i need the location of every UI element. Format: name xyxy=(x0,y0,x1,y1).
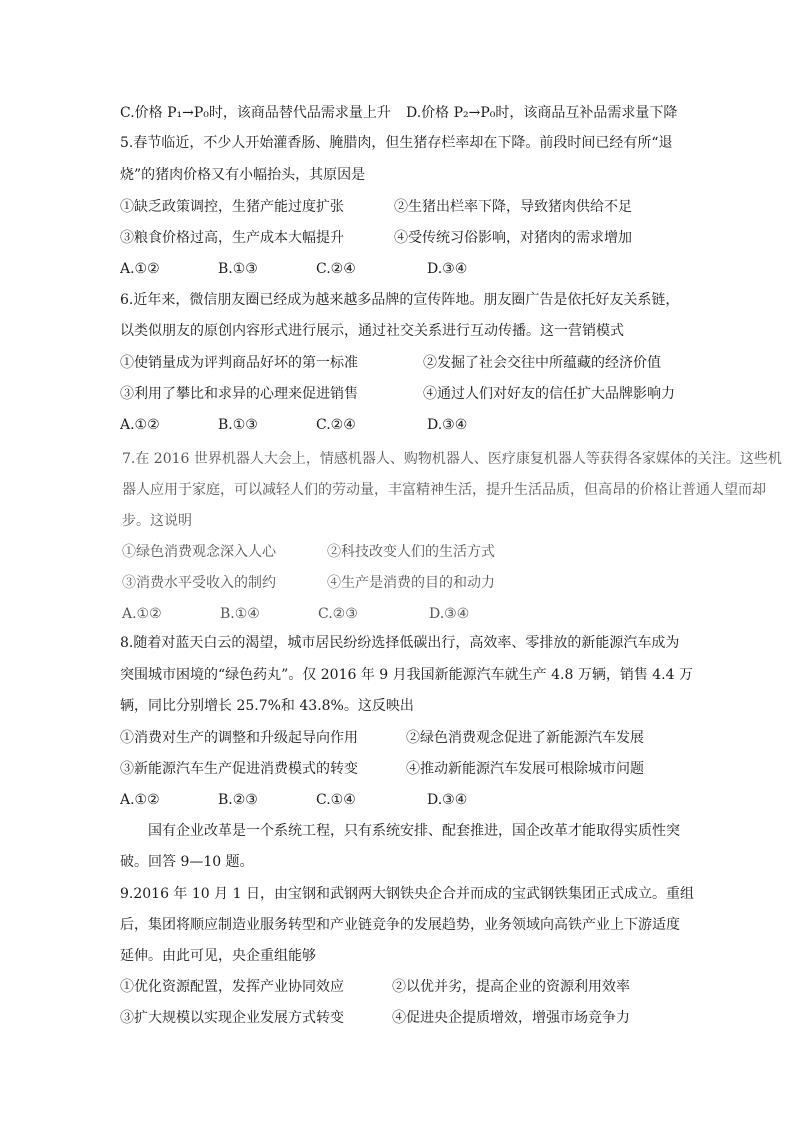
q9-stem-line3: 延伸。由此可见，央企重组能够 xyxy=(120,948,316,964)
q5-stem-line2: 烧”的猪肉价格又有小幅抬头，其原因是 xyxy=(120,167,366,183)
q7-statement-1: ①绿色消费观念深入人心 xyxy=(122,544,276,560)
section-intro-line2: 破。回答 9—10 题。 xyxy=(120,854,254,870)
q8-choice-b: B.②③ xyxy=(218,792,258,808)
q7-statement-4: ④生产是消费的目的和动力 xyxy=(327,575,495,591)
q9-stem-line1: 9.2016 年 10 月 1 日，由宝钢和武钢两大钢铁央企合并而成的宝武钢铁集团正式成立。重组 xyxy=(120,886,694,902)
q9-statement-3: ③扩大规模以实现企业发展方式转变 xyxy=(120,1010,344,1026)
q4-option-d: D.价格 P₂→P₀时，该商品互补品需求量下降 xyxy=(406,105,678,121)
q6-choice-d: D.③④ xyxy=(427,417,468,433)
q8-stem-line2: 突围城市困境的“绿色药丸”。仅 2016 年 9 月我国新能源汽车就生产 4.8 万辆，销售 4.4 万 xyxy=(120,667,693,683)
q5-statement-1: ①缺乏政策调控，生猪产能过度扩张 xyxy=(120,199,344,215)
q4-option-c: C.价格 P₁→P₀时，该商品替代品需求量上升 xyxy=(120,105,391,121)
q7-choice-d: D.③④ xyxy=(429,606,470,622)
q5-choice-b: B.①③ xyxy=(218,261,258,277)
q8-choice-c: C.①④ xyxy=(316,792,356,808)
q6-statement-3: ③利用了攀比和求异的心理来促进销售 xyxy=(120,386,358,402)
q5-choice-d: D.③④ xyxy=(427,261,468,277)
q7-choice-c: C.②③ xyxy=(318,606,358,622)
q5-statement-2: ②生猪出栏率下降，导致猪肉供给不足 xyxy=(394,199,632,215)
q5-stem-line1: 5.春节临近，不少人开始灌香肠、腌腊肉，但生猪存栏率却在下降。前段时间已经有所“退 xyxy=(120,135,673,151)
q6-choice-a: A.①② xyxy=(120,417,160,433)
q6-choice-c: C.②④ xyxy=(316,417,356,433)
q8-stem-line1: 8.随着对蓝天白云的渴望，城市居民纷纷选择低碳出行，高效率、零排放的新能源汽车成为 xyxy=(120,635,680,651)
q7-statement-2: ②科技改变人们的生活方式 xyxy=(327,544,495,560)
q5-statement-4: ④受传统习俗影响，对猪肉的需求增加 xyxy=(394,230,632,246)
q8-choice-d: D.③④ xyxy=(427,792,468,808)
q8-statement-2: ②绿色消费观念促进了新能源汽车发展 xyxy=(406,730,644,746)
q9-statement-2: ②以优并劣，提高企业的资源利用效率 xyxy=(392,979,630,995)
q9-statement-1: ①优化资源配置，发挥产业协同效应 xyxy=(120,979,344,995)
q5-choice-a: A.①② xyxy=(120,261,160,277)
q6-statement-1: ①使销量成为评判商品好坏的第一标准 xyxy=(120,355,358,371)
q9-statement-4: ④促进央企提质增效，增强市场竞争力 xyxy=(392,1010,630,1026)
q8-stem-line3: 辆，同比分别增长 25.7%和 43.8%。这反映出 xyxy=(120,698,414,714)
q7-stem-line2: 器人应用于家庭，可以减轻人们的劳动量，丰富精神生活，提升生活品质，但高昂的价格让普通人望而却 xyxy=(122,482,766,498)
q8-statement-1: ①消费对生产的调整和升级起导向作用 xyxy=(120,730,358,746)
q7-statement-3: ③消费水平受收入的制约 xyxy=(122,575,276,591)
q7-stem-line1: 7.在 2016 世界机器人大会上，情感机器人、购物机器人、医疗康复机器人等获得各家媒体的关注。这些机 xyxy=(122,451,782,467)
q8-choice-a: A.①② xyxy=(120,792,160,808)
q8-statement-4: ④推动新能源汽车发展可根除城市问题 xyxy=(406,761,644,777)
q5-statement-3: ③粮食价格过高，生产成本大幅提升 xyxy=(120,230,344,246)
section-intro-line1: 国有企业改革是一个系统工程，只有系统安排、配套推进，国企改革才能取得实质性突 xyxy=(148,823,680,839)
q7-stem-line3: 步。这说明 xyxy=(122,513,192,529)
q9-stem-line2: 后，集团将顺应制造业服务转型和产业链竞争的发展趋势，业务领域向高铁产业上下游适度 xyxy=(120,917,680,933)
q5-choice-c: C.②④ xyxy=(316,261,356,277)
q6-statement-2: ②发掘了社会交往中所蕴藏的经济价值 xyxy=(423,355,661,371)
q7-choice-b: B.①④ xyxy=(220,606,260,622)
q6-stem-line1: 6.近年来，微信朋友圈已经成为越来越多品牌的宣传阵地。朋友圈广告是依托好友关系链， xyxy=(120,292,680,308)
q6-choice-b: B.①③ xyxy=(218,417,258,433)
q7-choice-a: A.①② xyxy=(122,606,162,622)
q8-statement-3: ③新能源汽车生产促进消费模式的转变 xyxy=(120,761,358,777)
q6-statement-4: ④通过人们对好友的信任扩大品牌影响力 xyxy=(423,386,675,402)
q6-stem-line2: 以类似朋友的原创内容形式进行展示，通过社交关系进行互动传播。这一营销模式 xyxy=(120,323,624,339)
